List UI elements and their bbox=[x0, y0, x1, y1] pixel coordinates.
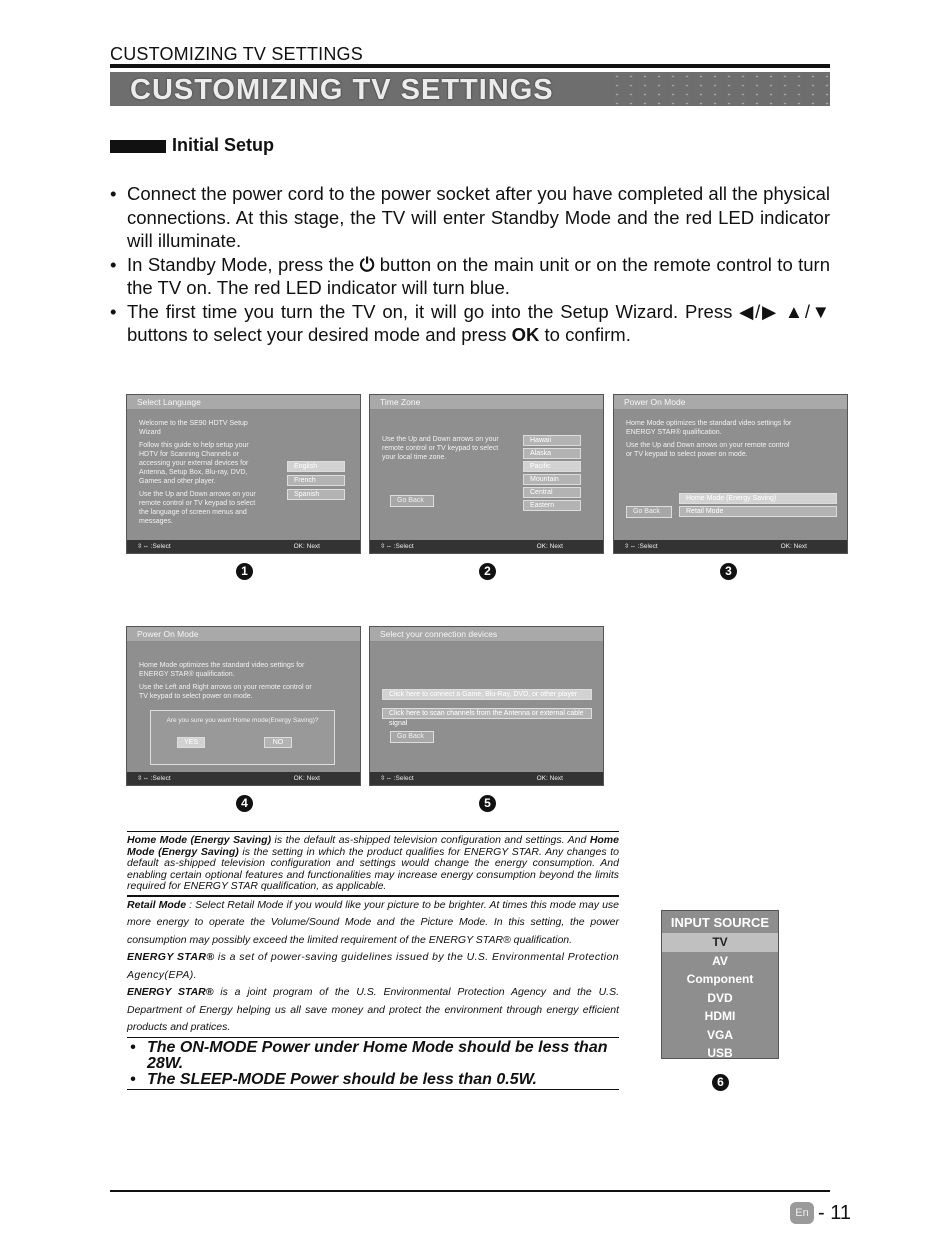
option-home-mode[interactable]: Home Mode (Energy Saving) bbox=[679, 493, 837, 504]
screen-paragraph: Follow this guide to help setup your HDTV for Scanning Channels or accessing your external devices for Antenna, Setup Box, Blu-ray, DVD, Games and other player. bbox=[139, 442, 249, 485]
footer-select-hint: ⇳⇔ :Select bbox=[137, 543, 171, 550]
page-number: - 11 bbox=[818, 1202, 851, 1224]
note-energy-star-2 bbox=[127, 984, 619, 1037]
screen-paragraph: Home Mode optimizes the standard video settings for ENERGY STAR® qualification. bbox=[626, 420, 792, 436]
note-text: is a set of power-saving guidelines issued by the U.S. Environmental Protection Agency(EPA). bbox=[127, 951, 619, 981]
footer-select-hint: ⇳⇔ :Select bbox=[137, 775, 171, 782]
no-button[interactable]: NO bbox=[264, 737, 292, 748]
screenshot-select-language bbox=[126, 394, 361, 554]
screen-title: Select Language bbox=[127, 395, 360, 409]
note-text: is the default as-shipped television configuration and settings. And bbox=[271, 834, 590, 846]
screen-text bbox=[139, 419, 261, 530]
banner-pattern bbox=[610, 72, 830, 106]
option-hawaii[interactable]: Hawaii bbox=[523, 435, 581, 446]
screenshot-connection-devices bbox=[369, 626, 604, 786]
input-source-title: INPUT SOURCE bbox=[670, 915, 770, 930]
bullet-text: Connect the power cord to the power socket after you have completed all the physical connections. At this stage, the TV will enter Standby Mode and the red LED indicator will illuminate. bbox=[127, 183, 830, 251]
input-component[interactable]: Component bbox=[686, 972, 754, 986]
screen-paragraph: Welcome to the SE90 HDTV Setup Wizard bbox=[139, 420, 248, 436]
input-av[interactable]: AV bbox=[712, 953, 728, 968]
screen-footer bbox=[614, 540, 847, 553]
banner-title: CUSTOMIZING TV SETTINGS bbox=[130, 74, 554, 106]
step-number-1: 1 bbox=[236, 563, 253, 580]
footer-select-hint: ⇳⇔ :Select bbox=[380, 775, 414, 782]
option-english[interactable]: English bbox=[287, 461, 345, 472]
screenshot-power-on-confirm bbox=[126, 626, 361, 786]
list-item bbox=[110, 253, 830, 300]
confirm-dialog bbox=[150, 710, 335, 765]
running-head: CUSTOMIZING TV SETTINGS bbox=[110, 44, 363, 64]
section-title: Initial Setup bbox=[172, 135, 275, 155]
screen-text bbox=[626, 419, 796, 463]
list-item bbox=[110, 300, 830, 347]
screen-paragraph: Use the Left and Right arrows on your remote control or TV keypad to select power on mode. bbox=[139, 684, 312, 700]
screen-footer bbox=[127, 540, 360, 553]
section-banner bbox=[110, 72, 830, 106]
instruction-list bbox=[110, 182, 830, 347]
input-tv[interactable]: TV bbox=[662, 933, 778, 952]
note-term: ENERGY STAR® bbox=[127, 986, 214, 998]
confirm-message: Are you sure you want Home mode(Energy Saving)? bbox=[166, 717, 319, 724]
note-term: Retail Mode bbox=[127, 898, 187, 911]
step-number-5: 5 bbox=[479, 795, 496, 812]
requirement-sleep-mode: • The SLEEP-MODE Power should be less than 0.5W. bbox=[127, 1072, 619, 1088]
screen-text: Use the Up and Down arrows on your remote control or TV keypad to select your local time zone. bbox=[382, 436, 499, 461]
yes-button[interactable]: YES bbox=[177, 737, 205, 748]
footer-ok-hint: OK: Next bbox=[293, 775, 320, 782]
footer-ok-hint: OK: Next bbox=[780, 543, 807, 550]
power-requirements bbox=[127, 1040, 619, 1088]
go-back-button[interactable]: Go Back bbox=[390, 731, 434, 743]
step-number-4: 4 bbox=[236, 795, 253, 812]
input-source-list bbox=[662, 933, 778, 1063]
note-text: is the setting in which the product qualifies for ENERGY STAR. Any changes to default as-shipped television configuration and settings would change the energy consumption. And enabling certain optional features and functionalities may increase energy consumption beyond the limits required for ENERGY STAR qualification, as applicable. bbox=[127, 845, 620, 892]
input-hdmi[interactable]: HDMI bbox=[704, 1009, 736, 1023]
note-home-mode bbox=[127, 835, 619, 893]
screenshot-power-on-mode bbox=[613, 394, 848, 554]
footer-select-hint: ⇳⇔ :Select bbox=[624, 543, 658, 550]
note-term: Home Mode (Energy Saving) bbox=[127, 834, 619, 858]
screen-footer bbox=[370, 772, 603, 785]
bullet-text: to confirm. bbox=[544, 324, 631, 345]
input-dvd[interactable]: DVD bbox=[707, 990, 733, 1005]
section-marker bbox=[110, 140, 166, 153]
option-retail-mode[interactable]: Retail Mode bbox=[679, 506, 837, 517]
divider bbox=[127, 831, 619, 832]
screen-title: Time Zone bbox=[370, 395, 603, 409]
input-source-menu bbox=[661, 910, 779, 1059]
language-badge: En bbox=[790, 1202, 814, 1224]
screen-footer bbox=[127, 772, 360, 785]
step-number-6: 6 bbox=[712, 1074, 729, 1091]
language-options bbox=[287, 461, 345, 500]
option-connect-player[interactable]: Click here to connect a Game, Blu-Ray, DVD, or other player bbox=[382, 689, 592, 700]
note-term: Home Mode (Energy Saving) bbox=[127, 834, 272, 846]
requirement-on-mode: • The ON-MODE Power under Home Mode should be less than 28W. bbox=[127, 1040, 619, 1072]
option-french[interactable]: French bbox=[287, 475, 345, 486]
screen-paragraph: Use the Up and Down arrows on your remote control or TV keypad to select the language of screen menus and messages. bbox=[139, 491, 256, 525]
option-mountain[interactable]: Mountain bbox=[523, 474, 581, 485]
footer-rule bbox=[110, 1190, 830, 1192]
header-rule bbox=[110, 64, 830, 68]
screen-paragraph: Home Mode optimizes the standard video settings for ENERGY STAR® qualification. bbox=[139, 662, 305, 678]
footer-select-hint: ⇳⇔ :Select bbox=[380, 543, 414, 550]
go-back-button[interactable]: Go Back bbox=[390, 495, 434, 507]
screen-title: Power On Mode bbox=[127, 627, 360, 641]
screen-footer bbox=[370, 540, 603, 553]
screen-text bbox=[139, 661, 319, 705]
note-text: : Select Retail Mode if you would like your picture to be brighter. At times this mode may use more energy to operate the Volume/Sound Mode and the Picture Mode. In this setting, the power consumption may possibly exceed the limited requirement of the ENERGY STAR® qualification. bbox=[127, 898, 619, 946]
option-spanish[interactable]: Spanish bbox=[287, 489, 345, 500]
footer-ok-hint: OK: Next bbox=[536, 543, 563, 550]
power-mode-options bbox=[679, 493, 837, 517]
power-icon: ⏻ bbox=[359, 253, 375, 275]
option-pacific[interactable]: Pacific bbox=[523, 461, 581, 472]
list-item bbox=[110, 182, 830, 253]
option-eastern[interactable]: Eastern bbox=[523, 500, 581, 511]
step-number-2: 2 bbox=[479, 563, 496, 580]
input-vga[interactable]: VGA bbox=[706, 1027, 733, 1042]
screen-title: Select your connection devices bbox=[370, 627, 603, 641]
time-zone-options bbox=[523, 435, 581, 511]
screen-paragraph: Use the Up and Down arrows on your remote control or TV keypad to select power on mode. bbox=[626, 442, 790, 458]
note-term: ENERGY STAR® bbox=[127, 951, 215, 963]
note-energy-star-1 bbox=[127, 949, 619, 984]
bullet-text: In Standby Mode, press the bbox=[127, 253, 355, 275]
ok-label: OK bbox=[511, 324, 540, 345]
bullet-text: The first time you turn the TV on, it will go into the Setup Wizard. Press ◀/▶ ▲/▼ buttons to select your desired mode and press bbox=[127, 300, 830, 345]
note-retail-mode bbox=[127, 897, 619, 950]
screenshot-time-zone bbox=[369, 394, 604, 554]
footer-ok-hint: OK: Next bbox=[536, 775, 563, 782]
energy-notes bbox=[127, 831, 619, 1090]
connection-options bbox=[382, 689, 592, 727]
bullet-text: button on the main unit or on the remote control to turn the TV on. The red LED indicator will turn blue. bbox=[127, 253, 831, 298]
note-text: is a joint program of the U.S. Environmental Protection Agency and the U.S. Department of Energy helping us all save money and protect the environment through energy efficient products and pratices. bbox=[127, 986, 619, 1033]
divider bbox=[127, 1037, 619, 1038]
option-scan-channels[interactable]: Click here to scan channels from the Antenna or external cable signal bbox=[382, 708, 592, 719]
screen-title: Power On Mode bbox=[614, 395, 847, 409]
option-central[interactable]: Central bbox=[523, 487, 581, 498]
option-alaska[interactable]: Alaska bbox=[523, 448, 581, 459]
divider bbox=[127, 1089, 619, 1090]
step-number-3: 3 bbox=[720, 563, 737, 580]
go-back-button[interactable]: Go Back bbox=[626, 506, 672, 518]
input-usb[interactable]: USB bbox=[707, 1046, 733, 1060]
footer-ok-hint: OK: Next bbox=[293, 543, 320, 550]
